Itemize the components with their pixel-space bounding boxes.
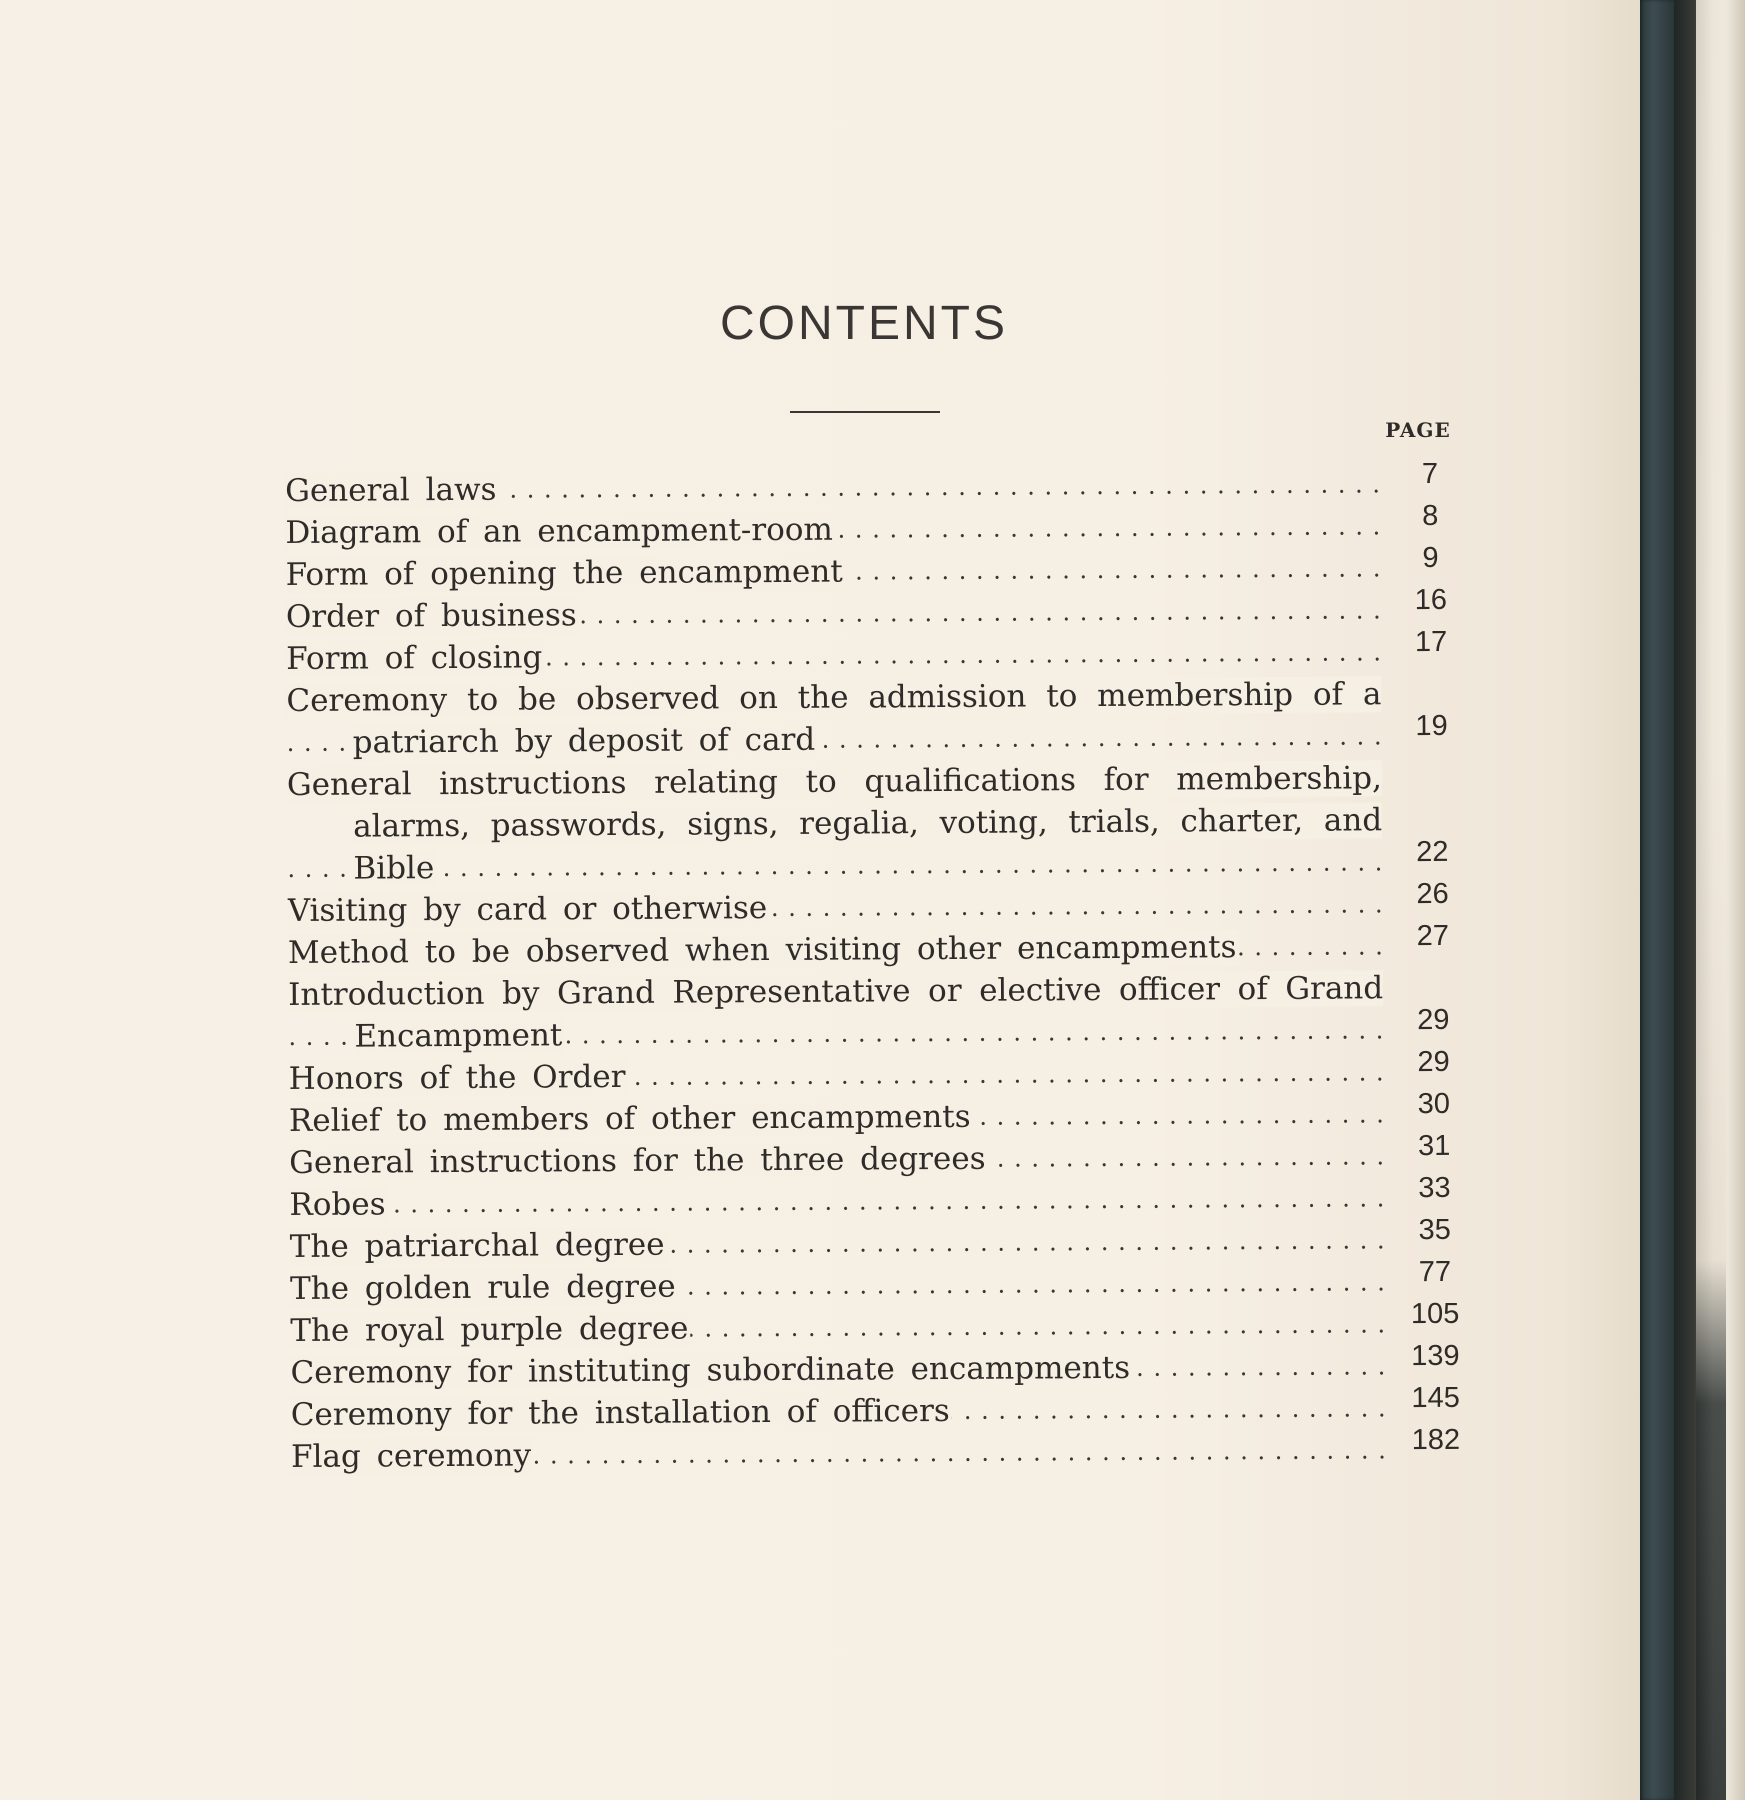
toc-entry	[290, 1339, 1480, 1394]
toc-entry-page: 29	[1417, 1003, 1450, 1037]
toc-entry	[288, 967, 1478, 1058]
page-column-label: PAGE	[1385, 418, 1451, 442]
toc-entry-page: 17	[1414, 625, 1448, 659]
toc-entry-title: The royal purple degree	[290, 1310, 689, 1349]
toc-entry-title: General instructions for the three degrees	[289, 1140, 986, 1181]
toc-entry-title: General laws	[285, 471, 497, 509]
page-title: CONTENTS	[720, 297, 1008, 350]
toc-entry-title: Introduction by Grand Representative or elective officer of Grand Encampment	[288, 970, 1384, 1055]
toc-entry-title: Relief to members of other encampments	[288, 1098, 971, 1139]
toc-entry-title: Robes	[289, 1186, 386, 1223]
toc-entry-title: Ceremony for the installation of officers	[290, 1392, 950, 1433]
toc-entry-page: 33	[1418, 1171, 1451, 1205]
toc-entry-page: 29	[1417, 1045, 1450, 1079]
toc-entry-page: 16	[1414, 583, 1448, 617]
toc-entry-title: Order of business	[285, 597, 577, 635]
toc-entry-page: 139	[1411, 1339, 1460, 1373]
toc-entry-title: Visiting by card or otherwise	[287, 890, 768, 929]
table-of-contents	[285, 457, 1481, 1478]
toc-entry-title: Diagram of an encampment-room	[285, 511, 834, 551]
toc-entry	[286, 625, 1476, 680]
toc-entry	[285, 457, 1475, 512]
toc-entry-title: Honors of the Order	[288, 1058, 626, 1097]
toc-entry-page: 105	[1410, 1297, 1460, 1331]
toc-entry-page: 26	[1416, 877, 1449, 911]
toc-entry	[290, 1381, 1481, 1436]
toc-entry-page: 9	[1422, 541, 1439, 575]
toc-entry-title: Method to be observed when visiting other encampments	[287, 929, 1237, 971]
toc-entry	[285, 499, 1475, 554]
toc-entry	[289, 1129, 1479, 1184]
toc-entry-title: Flag ceremony	[290, 1437, 532, 1475]
toc-entry-page: 77	[1418, 1255, 1452, 1289]
toc-entry-page: 19	[1415, 709, 1448, 743]
toc-entry-page: 145	[1411, 1381, 1460, 1415]
toc-entry-page: 35	[1418, 1213, 1451, 1247]
toc-entry-title: The patriarchal degree	[289, 1226, 665, 1265]
toc-entry-page: 27	[1416, 919, 1450, 953]
toc-entry	[289, 1171, 1479, 1226]
toc-entry-title: General instructions relating to qualifications for membership, alarms, passwords, signs, regalia, voting, trials, charter, and Bible	[286, 760, 1383, 887]
toc-entry	[285, 541, 1476, 596]
toc-entry-page: 182	[1411, 1423, 1461, 1457]
toc-entry-title: Form of opening the encampment	[285, 553, 843, 593]
toc-entry-title: The golden rule degree	[289, 1268, 676, 1307]
toc-entry	[290, 1297, 1480, 1352]
toc-entry	[290, 1423, 1481, 1478]
title-rule	[790, 411, 940, 413]
toc-entry	[287, 919, 1478, 974]
toc-entry	[286, 673, 1476, 764]
book-spine	[1640, 0, 1674, 1800]
book-cover-edge	[1674, 0, 1745, 1800]
toc-entry	[287, 757, 1478, 890]
toc-entry	[288, 1045, 1479, 1100]
toc-entry	[285, 583, 1476, 638]
toc-entry-title: Ceremony to be observed on the admission to membership of a patriarch by deposit of card	[286, 676, 1382, 761]
toc-entry	[289, 1255, 1480, 1310]
toc-entry	[289, 1213, 1480, 1268]
toc-entry	[287, 877, 1478, 932]
toc-entry-page: 8	[1422, 499, 1439, 533]
toc-entry-page: 30	[1417, 1087, 1451, 1121]
toc-entry-page: 31	[1417, 1129, 1451, 1163]
toc-entry-title: Ceremony for instituting subordinate encampments	[290, 1349, 1131, 1391]
toc-entry-title: Form of closing	[286, 639, 543, 677]
toc-entry-page: 22	[1416, 835, 1449, 869]
toc-entry	[288, 1087, 1479, 1142]
toc-entry-page: 7	[1421, 457, 1439, 491]
